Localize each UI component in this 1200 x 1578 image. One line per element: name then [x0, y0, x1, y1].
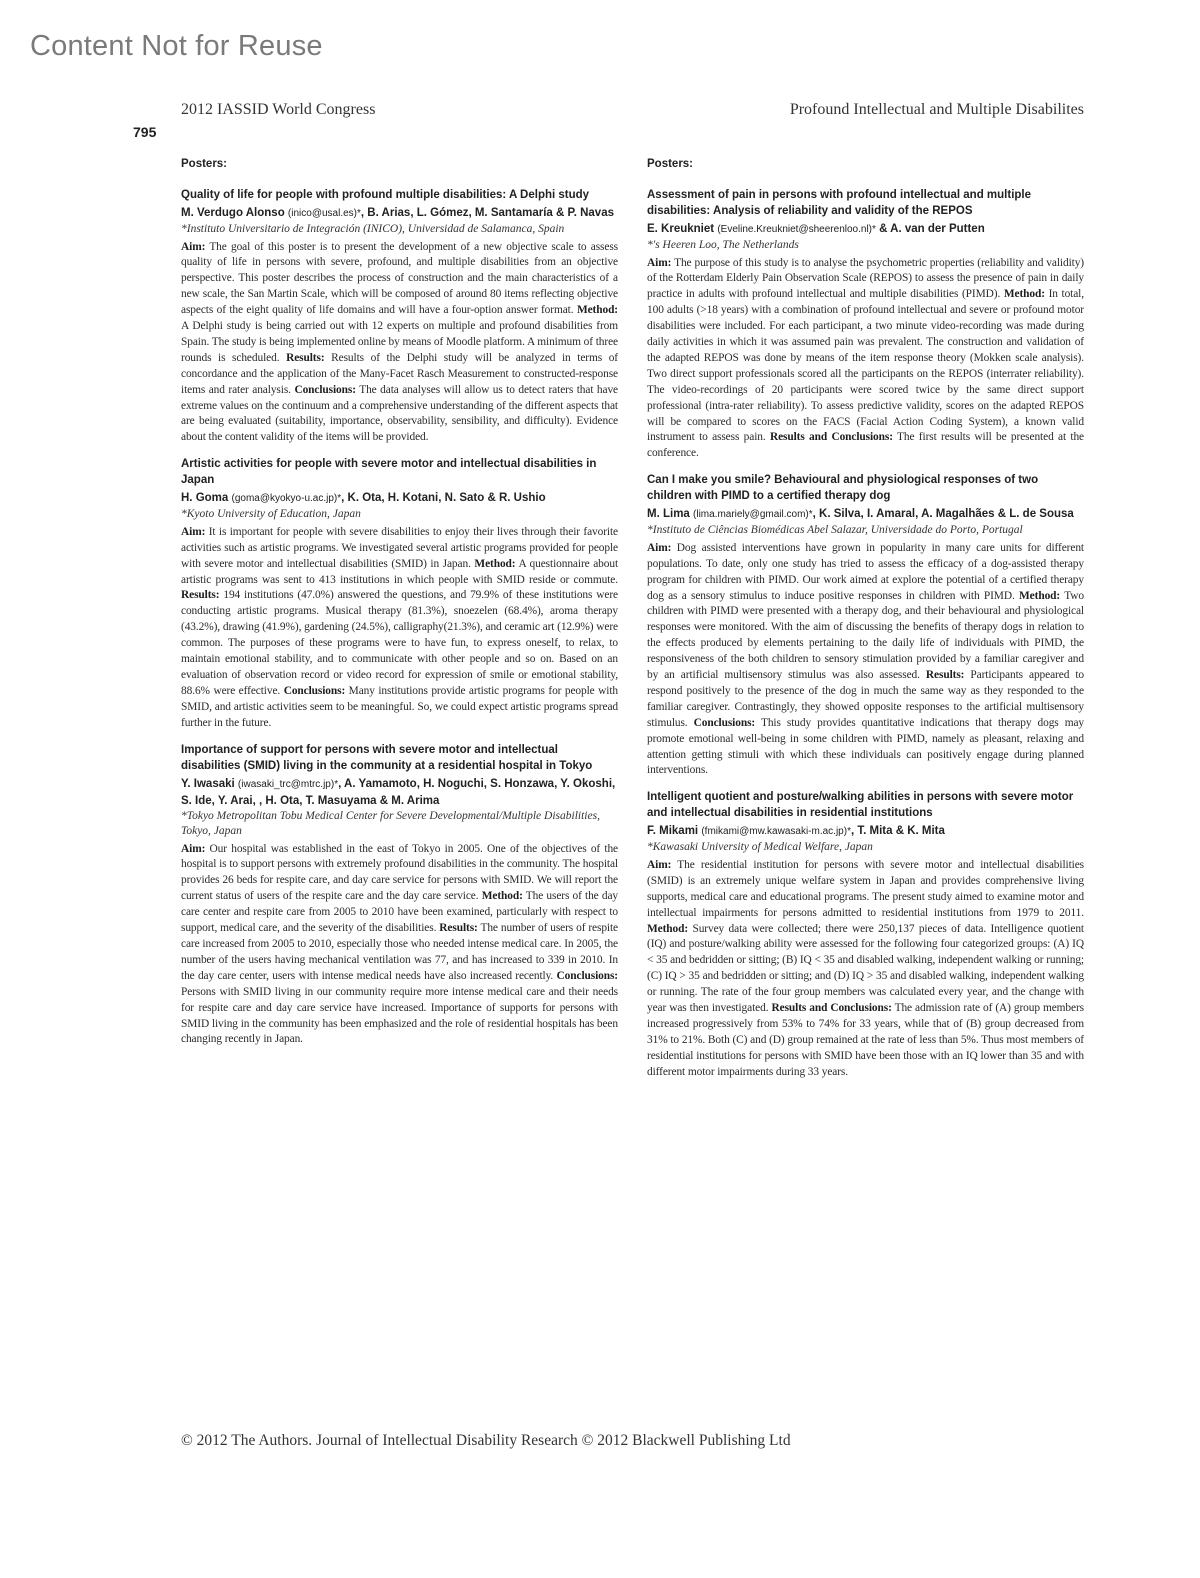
presenting-author: F. Mikami [647, 825, 699, 838]
section-label: Aim: [181, 240, 206, 253]
section-text: 194 institutions (47.0%) answered the questions, and 79.9% of these institutions were conducting artistic programs. Musical therapy (81.3%), snoezelen (68.4%), aroma therapy (43.2%), drawing (41.9%), gardening (24.5%), calligraphy(21.3%), and ceramic art (12.9%) were common. The purposes of these programs were to have fun, to express oneself, to relax, to maintain emotional stability, and to communicate with other people and so on. Based on an evaluation of observation record or video record for expression of smile or emotional stability, 88.6% were effective. [181, 589, 618, 697]
affiliation: *Instituto de Ciências Biomédicas Abel Salazar, Universidade do Porto, Portugal [647, 524, 1023, 537]
section-text: The number of users of respite care increased from 2005 to 2010, especially those who needed intense medical care. In 2005, the number of the users having mechanical ventilation was 77, and has increased to 339 in 2010. In the day care center, users with intense medical needs have also increased recently. [181, 922, 618, 982]
section-label: Aim: [181, 525, 206, 538]
author-line [647, 823, 1084, 840]
author-line [647, 221, 1084, 238]
co-authors: , T. Mita & K. Mita [850, 825, 945, 838]
section-label: Conclusions: [294, 383, 356, 396]
section-text: The purpose of this study is to analyse the psychometric properties (reliability and validity) of the Rotterdam Elderly Pain Observation Scale (REPOS) to assess the presence of pain in daily practice in adults with profound intellectual and multiple disabilities (PIMD). [647, 256, 1084, 301]
affiliation: *Tokyo Metropolitan Tobu Medical Center for Severe Developmental/Multiple Disabilities, Tokyo, Japan [181, 809, 600, 838]
affiliation: *Kawasaki University of Medical Welfare, Japan [647, 841, 873, 854]
section-text: The first results will be presented at the conference. [647, 431, 1084, 460]
section-text: A Delphi study is being carried out with 12 experts on multiple and profound disabilities from Spain. The study is being implemented online by means of Moodle platform. A minimum of three rounds is scheduled. [181, 320, 618, 364]
abstract [647, 472, 1084, 779]
section-text: Results of the Delphi study will be analyzed in terms of concordance and the application of the Many-Facet Rasch Measurement to constructed-response items and rater analysis. [181, 351, 618, 396]
copyright-footer: © 2012 The Authors. Journal of Intellectual Disability Research © 2012 Blackwell Publishing Ltd [181, 1432, 791, 1449]
section-label: Results: [181, 589, 220, 602]
section-label: Conclusions: [556, 969, 618, 982]
abstract [181, 456, 618, 731]
abstract-title: Intelligent quotient and posture/walking abilities in persons with severe motor and intellectual disabilities in residential institutions [647, 791, 1074, 820]
abstract-title: Artistic activities for people with severe motor and intellectual disabilities in Japan [181, 458, 597, 487]
author-email: (iwasaki_trc@mtrc.jp)* [237, 778, 339, 790]
section-label: Results: [439, 922, 478, 935]
section-text: In total, 100 adults (>18 years) with a combination of profound intellectual and severe or profound motor disabilities were included. For each participant, a two minute video-recording was made during daily activities in which it was assumed pain was prevalent. The construction and validation of the adapted REPOS was done by means of the item response theory (Mokken scale analysis). Two direct support professionals scored all the participants on the REPOS (interrater reliability). The video-recordings of 20 participants were scored twice by the same direct support professional (intra-rater reliability). To assess predictive validity, scores on the adapted REPOS will be compared to scores on the FACS (Facial Action Coding System), a known valid instrument to assess pain. [647, 288, 1084, 444]
section-text: Our hospital was established in the east of Tokyo in 2005. One of the objectives of the hospital is to support persons with extremely profound disabilities in the community. The hospital provides 26 beds for respite care, and day care service for persons with SMID. We will report the current status of users of the respite care and the day care service. [181, 842, 618, 903]
co-authors: , K. Silva, I. Amaral, A. Magalhães & L. de Sousa [812, 508, 1074, 521]
presenting-author: M. Lima [647, 508, 690, 521]
abstract-body [181, 240, 618, 447]
watermark: Content Not for Reuse [30, 30, 323, 62]
section-label: Aim: [181, 842, 206, 855]
section-label: Method: [647, 922, 689, 935]
left-column [181, 158, 618, 1058]
abstract-title: Assessment of pain in persons with profound intellectual and multiple disabilities: Analysis of reliability and validity of the REPOS [647, 189, 1032, 217]
author-email: (fmikami@mw.kawasaki-m.ac.jp)* [701, 826, 851, 838]
section-text: The data analyses will allow us to detect raters that have extreme values on the continuum and a comprehensive understanding of the different aspects that are being evaluated (suitability, importance, observability, sensibility, and difficulty). Evidence about the content validity of the items will be provided. [181, 383, 619, 444]
co-authors: , A. Yamamoto, H. Noguchi, S. Honzawa, Y. Okoshi, S. Ide, Y. Arai, , H. Ota, T. Masuyama & M. Arima [181, 777, 616, 807]
abstract-title: Can I make you smile? Behavioural and physiological responses of two children with PIMD to a certified therapy dog [647, 474, 1039, 503]
co-authors: & A. van der Putten [875, 223, 985, 235]
section-text: Persons with SMID living in our community require more intense medical care and their needs for respite care and day care service have increased. Importance of supports for persons with SMID living in the community has been emphasized and the role of residential hospitals has been changing recently in Japan. [181, 985, 618, 1046]
section-text: This study provides quantitative indications that therapy dogs may promote emotional well-being in some children with PIMD, namely as pleasant, relaxing and attention getting stimuli with which these individuals can positively engage during planned interventions. [647, 716, 1084, 777]
presenting-author: H. Goma [181, 492, 229, 505]
author-email: (lima.mariely@gmail.com)* [693, 509, 813, 521]
author-line [181, 205, 618, 222]
abstract-title: Importance of support for persons with severe motor and intellectual disabilities (SMID) living in the community at a residential hospital in Tokyo [181, 743, 593, 772]
abstract [181, 187, 618, 446]
presenting-author: E. Kreukniet [647, 223, 715, 235]
section-text: It is important for people with severe disabilities to enjoy their lives through their favorite activities such as artistic programs. We investigated several artistic programs provided for people with severe motor and intellectual disabilities (SMID) in Japan. [181, 525, 618, 570]
presenting-author: M. Verdugo Alonso [181, 207, 285, 219]
page-number: 795 [133, 124, 157, 140]
section-text: The goal of this poster is to present the development of a new objective scale to assess quality of life in persons with severe, profound, and multiple disabilities from an objective perspective. This poster describes the process of construction and the main characteristics of a new scale, the San Martin Scale, which will be composed of around 80 items reflecting objective aspects of the eight quality of life domains and will have a four-option answer format. [181, 240, 618, 317]
author-email: (inico@usal.es)* [287, 208, 361, 219]
section-text: The admission rate of (A) group members increased progressively from 53% to 74% for 33 years, while that of (B) group decreased from 31% to 21%. Both (C) and (D) group remained at the rate of less than 5%. Thus most members of residential institutions for persons with SMID have been those with an IQ lower than 35 and with different motor impairments during 33 years. [647, 1002, 1084, 1078]
section-label: Results and Conclusions: [769, 431, 893, 444]
section-label: Results: [925, 669, 965, 682]
abstract-body [647, 256, 1084, 463]
section-text: Participants appeared to respond positively to the presence of the dog in much the same way as they responded to the familiar caregiver. Contrastingly, they showed opposite responses to the artificial multisensory stimulus. [647, 669, 1084, 729]
abstract [647, 789, 1084, 1080]
abstract-title: Quality of life for people with profound multiple disabilities: A Delphi study [181, 189, 590, 201]
abstract [181, 742, 618, 1049]
section-text: Many institutions provide artistic programs for people with SMID, and artistic activities seem to be meaningful. So, we could expect artistic programs spread further in the future. [181, 684, 619, 729]
section-label: Aim: [647, 541, 672, 554]
author-line [181, 490, 618, 507]
affiliation: *Instituto Universitario de Integración (INICO), Universidad de Salamanca, Spain [181, 223, 565, 235]
co-authors: , K. Ota, H. Kotani, N. Sato & R. Ushio [341, 492, 546, 505]
section-text: A questionnaire about artistic programs was sent to 413 institutions in which people with SMID reside or commute. [181, 557, 619, 586]
running-header-left: 2012 IASSID World Congress [181, 101, 376, 118]
section-label: Method: [474, 557, 516, 570]
abstract-body [647, 858, 1084, 1081]
section-text: Dog assisted interventions have grown in popularity in many care units for different populations. To date, only one study has tried to assess the efficacy of a dog-assisted therapy program for children with PIMD. Our work aimed at explore the potential of a certified therapy dog as a sensory stimulus to induce positive responses in children with PIMD. [647, 541, 1084, 602]
affiliation: *Kyoto University of Education, Japan [181, 508, 361, 521]
section-label: Method: [1019, 589, 1061, 602]
section-label: Aim: [647, 256, 672, 269]
co-authors: , B. Arias, L. Gómez, M. Santamaría & P. Navas [360, 207, 614, 219]
section-label: Conclusions: [283, 684, 346, 697]
section-label: Results: [286, 351, 325, 364]
section-text: Two children with PIMD were presented with a therapy dog, and their behavioural and physiological responses were monitored. With the aim of discussing the benefits of therapy dogs in relation to the effects produced by elements pertaining to the daily life of individuals with PIMD, the responsiveness of the both children to sensory stimulation provided by a familiar caregiver and by an artificial multisensory stimulus was also assessed. [647, 589, 1084, 682]
author-line [647, 506, 1084, 523]
right-column [647, 158, 1084, 1091]
section-text: The users of the day care center and respite care from 2005 to 2010 have been examined, particularly with respect to support, medical care, and the severity of the disabilities. [181, 890, 618, 935]
section-heading: Posters: [647, 158, 694, 170]
section-label: Aim: [647, 858, 672, 871]
section-label: Results and Conclusions: [771, 1002, 892, 1015]
abstract [647, 187, 1084, 462]
presenting-author: Y. Iwasaki [181, 777, 235, 790]
section-heading: Posters: [181, 158, 228, 170]
author-line [181, 776, 618, 809]
section-label: Method: [576, 304, 618, 317]
abstract-body [181, 842, 618, 1049]
author-email: (goma@kyokyo-u.ac.jp)* [231, 493, 342, 505]
section-text: Survey data were collected; there were 250,137 pieces of data. Intelligence quotient (IQ) and posture/walking ability were assessed for the following four categorized groups: (A) IQ < 35 and bedridden or sitting; (B) IQ < 35 and disabled walking, independent walking or running; (C) IQ > 35 and bedridden or sitting; and (D) IQ > 35 and disabled walking, independent walking or running. The rate of the four group members was calculated every year, and the change with year was then investigated. [647, 922, 1084, 1015]
abstract-body [181, 525, 618, 732]
running-header-right: Profound Intellectual and Multiple Disabilites [789, 101, 1084, 118]
section-text: The residential institution for persons with severe motor and intellectual disabilities (SMID) is an extremely unique welfare system in Japan and provides comprehensive living supports, medical care and educational programs. The present study aimed to examine motor and intellectual impairments for persons admitted to residential institutions from 1979 to 2011. [647, 858, 1084, 919]
section-label: Conclusions: [693, 716, 756, 729]
section-label: Method: [1003, 288, 1045, 301]
abstract-body [647, 541, 1084, 780]
section-label: Method: [481, 890, 523, 903]
author-email: (Eveline.Kreukniet@sheerenloo.nl)* [717, 224, 876, 235]
affiliation: *'s Heeren Loo, The Netherlands [647, 239, 799, 251]
